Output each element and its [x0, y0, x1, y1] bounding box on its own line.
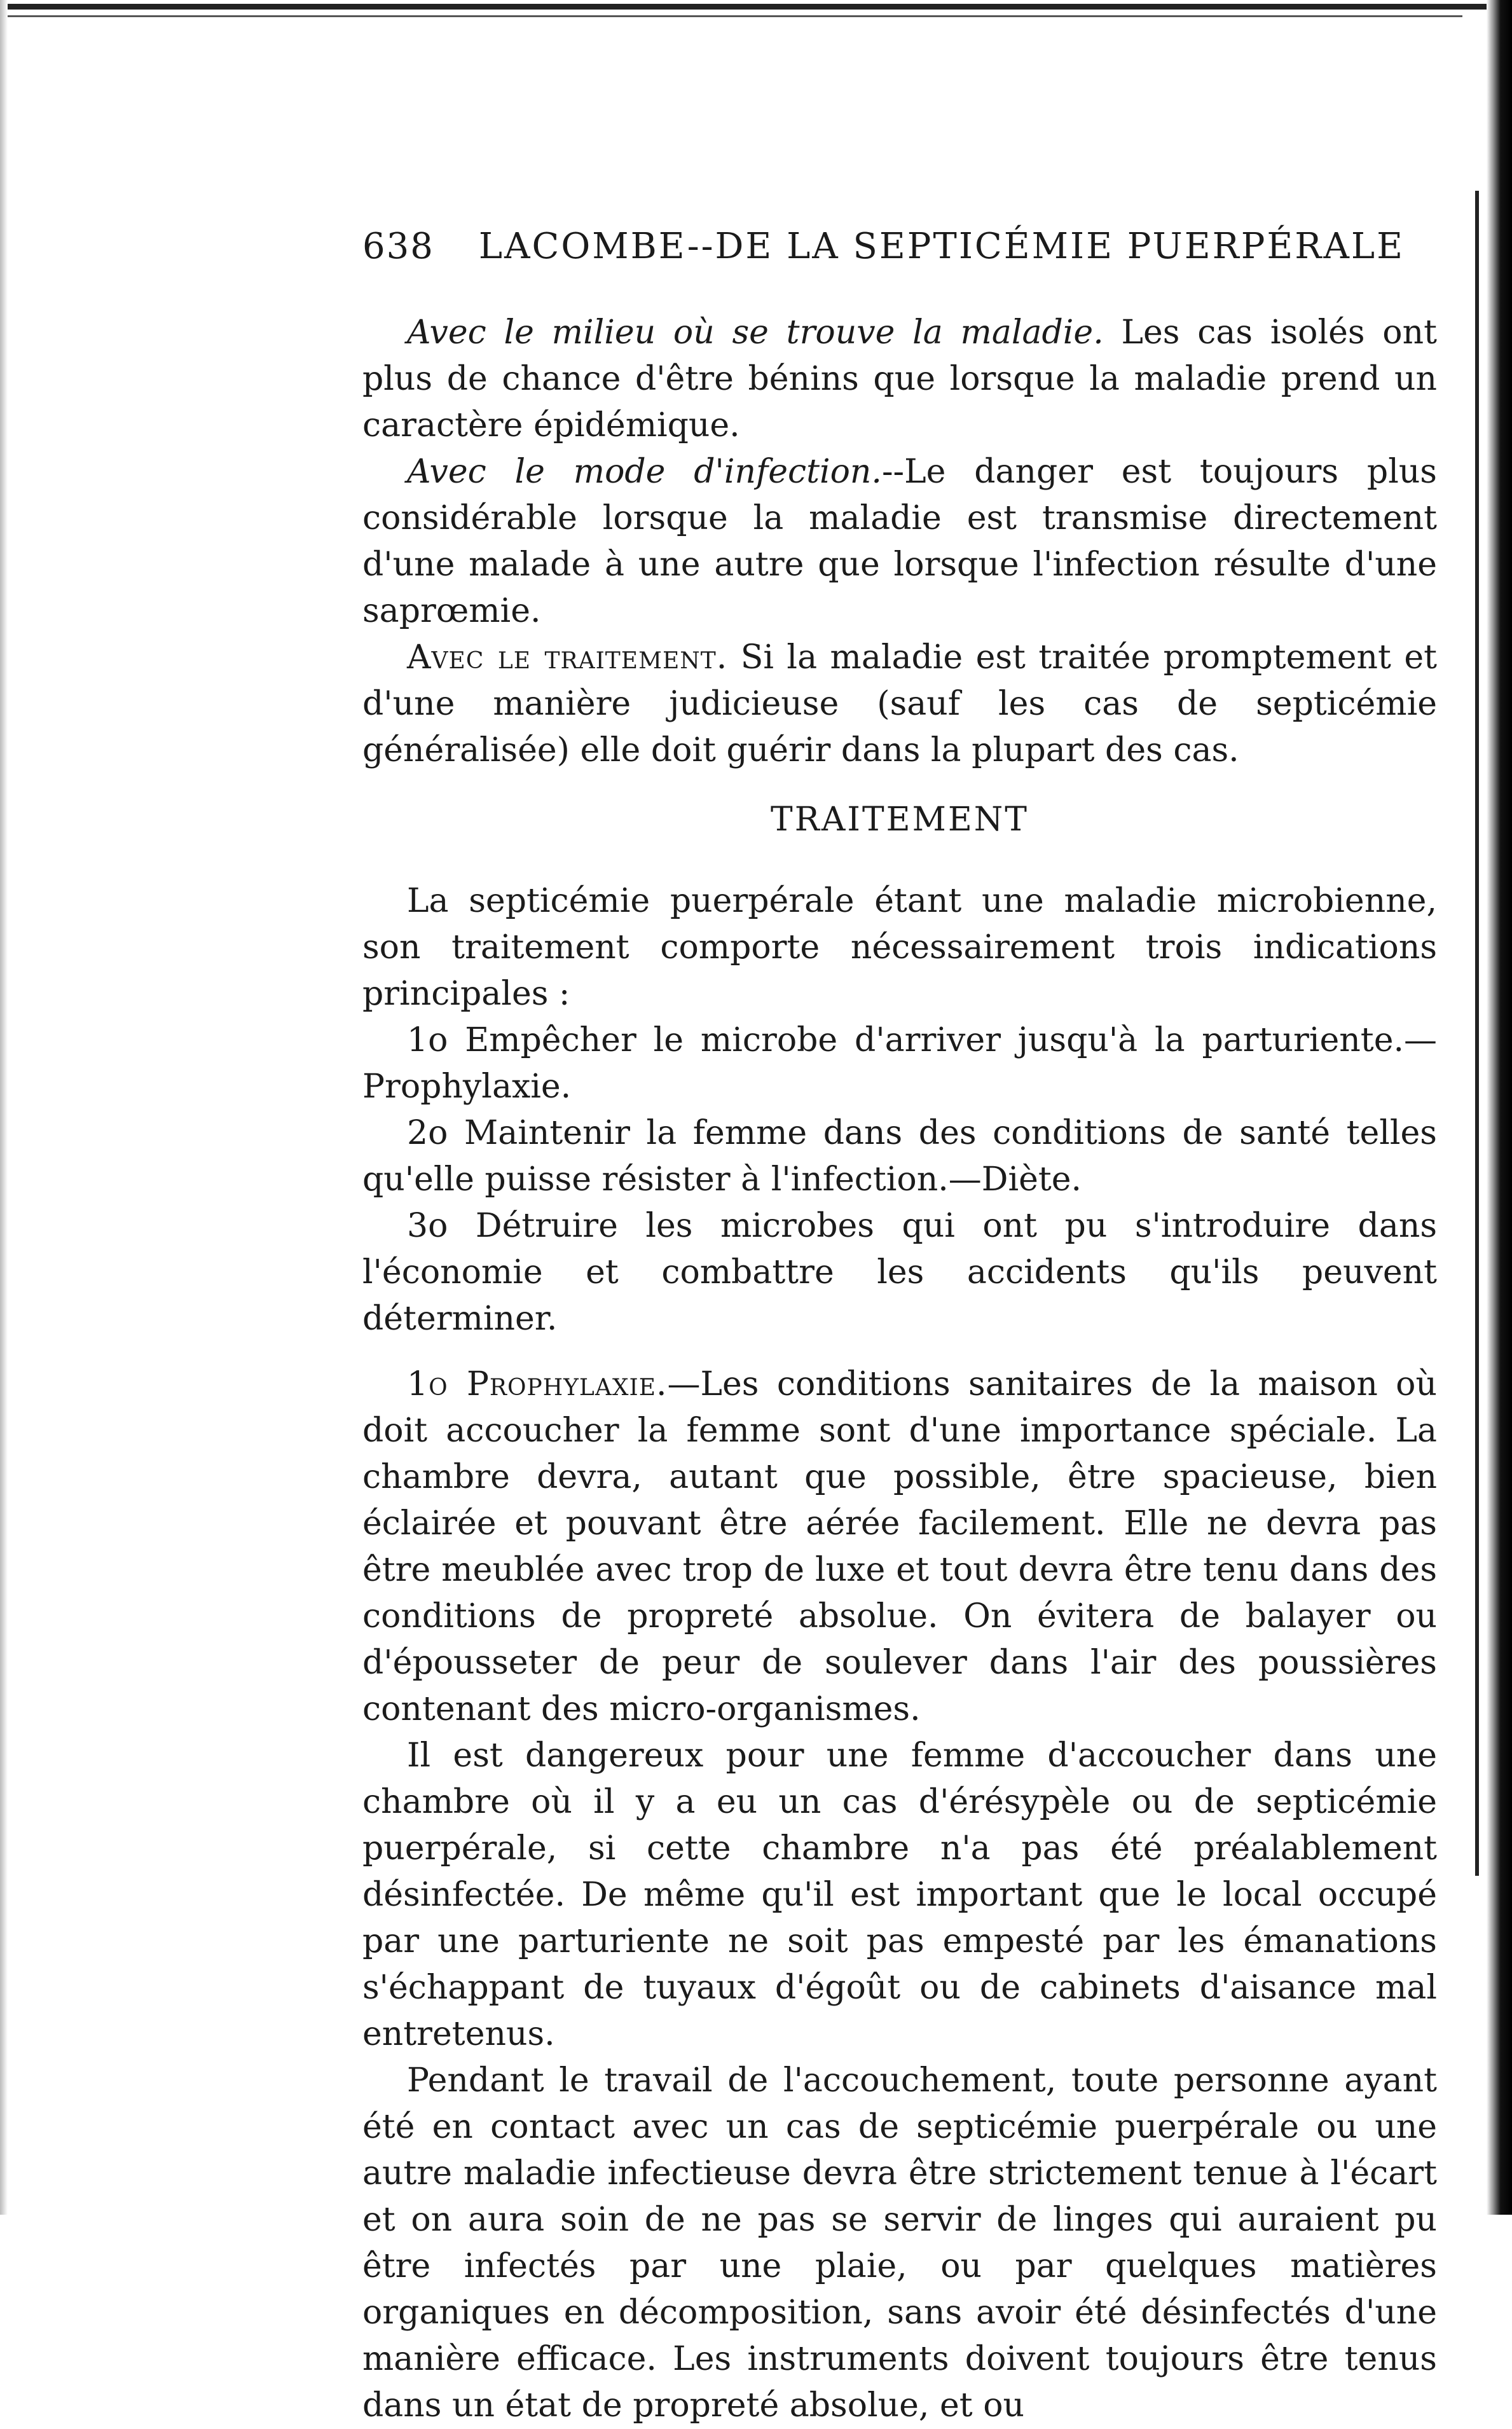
scan-margin-line	[1475, 191, 1479, 1876]
page-header	[362, 226, 1437, 283]
prophylaxie-text: —Les conditions sanitaires de la maison où doit accoucher la femme sont d'une importance spéciale. La chambre devra, autant que possible, être spacieuse, bien éclairée et pouvant être aérée facilement. Elle ne devra pas être meublée avec trop de luxe et tout devra être tenu dans des conditions de propreté absolue. On évitera de balayer ou d'épousseter de peur de soulever dans l'air des poussières contenant des micro-organismes.	[362, 1365, 1437, 1728]
scan-border-right	[1487, 0, 1512, 2215]
body-paragraph: Il est dangereux pour une femme d'accoucher dans une chambre où il y a eu un cas d'érésypèle ou de septicémie puerpérale, si cette chambre n'a pas été préalablement désinfectée. De même qu'il est important que le local occupé par une parturiente ne soit pas empesté par les émanations s'échappant de tuyaux d'égoût ou de cabinets d'aisance mal entretenus.	[362, 1737, 1437, 2053]
indication-item: 2o Maintenir la femme dans des conditions de santé telles qu'elle puisse résister à l'infection.—Diète.	[362, 1114, 1437, 1199]
indication-item: 3o Détruire les microbes qui ont pu s'introduire dans l'économie et combattre les accidents qu'ils peuvent déterminer.	[362, 1207, 1437, 1338]
running-title: LACOMBE--DE LA SEPTICÉMIE PUERPÉRALE	[478, 226, 1405, 267]
section-title: TRAITEMENT	[771, 801, 1029, 839]
scan-border-left	[0, 0, 8, 2215]
traitement-intro: La septicémie puerpérale étant une maladie microbienne, son traitement comporte nécessairement trois indications principales :	[362, 882, 1437, 1013]
book-page	[362, 226, 1437, 2429]
prognosis-paragraph-milieu	[362, 310, 1437, 449]
prognosis-text-milieu: Les cas isolés ont plus de chance d'être bénins que lorsque la maladie prend un caractère épidémique.	[362, 313, 1437, 444]
scan-border-top-shadow	[0, 15, 1462, 17]
prognosis-lead-infection: Avec le mode d'infection.	[407, 453, 882, 491]
prophylaxie-paragraph	[362, 1361, 1437, 1733]
prognosis-paragraph-traitement	[362, 635, 1437, 774]
scan-border-top	[0, 4, 1512, 10]
body-paragraph: Pendant le travail de l'accouchement, toute personne ayant été en contact avec un cas de septicémie puerpérale ou une autre maladie infectieuse devra être strictement tenue à l'écart et on aura soin de ne pas se servir de linges qui auraient pu être infectés par une plaie, ou par quelques matières organiques en décomposition, sans avoir été désinfectés d'une manière efficace. Les instruments doivent toujours être tenus dans un état de propreté absolue, et ou	[362, 2061, 1437, 2425]
prognosis-lead-milieu: Avec le milieu où se trouve la maladie.	[407, 313, 1104, 352]
page-number: 638	[362, 226, 434, 267]
indication-item: 1o Empêcher le microbe d'arriver jusqu'à la parturiente.— Prophylaxie.	[362, 1021, 1437, 1106]
prognosis-lead-traitement: Avec le traitement.	[407, 638, 728, 677]
prognosis-text-infection: --Le danger est toujours plus considérable lorsque la maladie est transmise directement d'une malade à une autre que lorsque l'infection résulte d'une saprœmie.	[362, 453, 1437, 630]
prognosis-paragraph-infection	[362, 449, 1437, 635]
prophylaxie-lead: 1o Prophylaxie.	[407, 1365, 668, 1403]
prognosis-text-traitement: Si la maladie est traitée promptement et d'une manière judicieuse (sauf les cas de septicémie généralisée) elle doit guérir dans la plupart des cas.	[362, 638, 1437, 769]
